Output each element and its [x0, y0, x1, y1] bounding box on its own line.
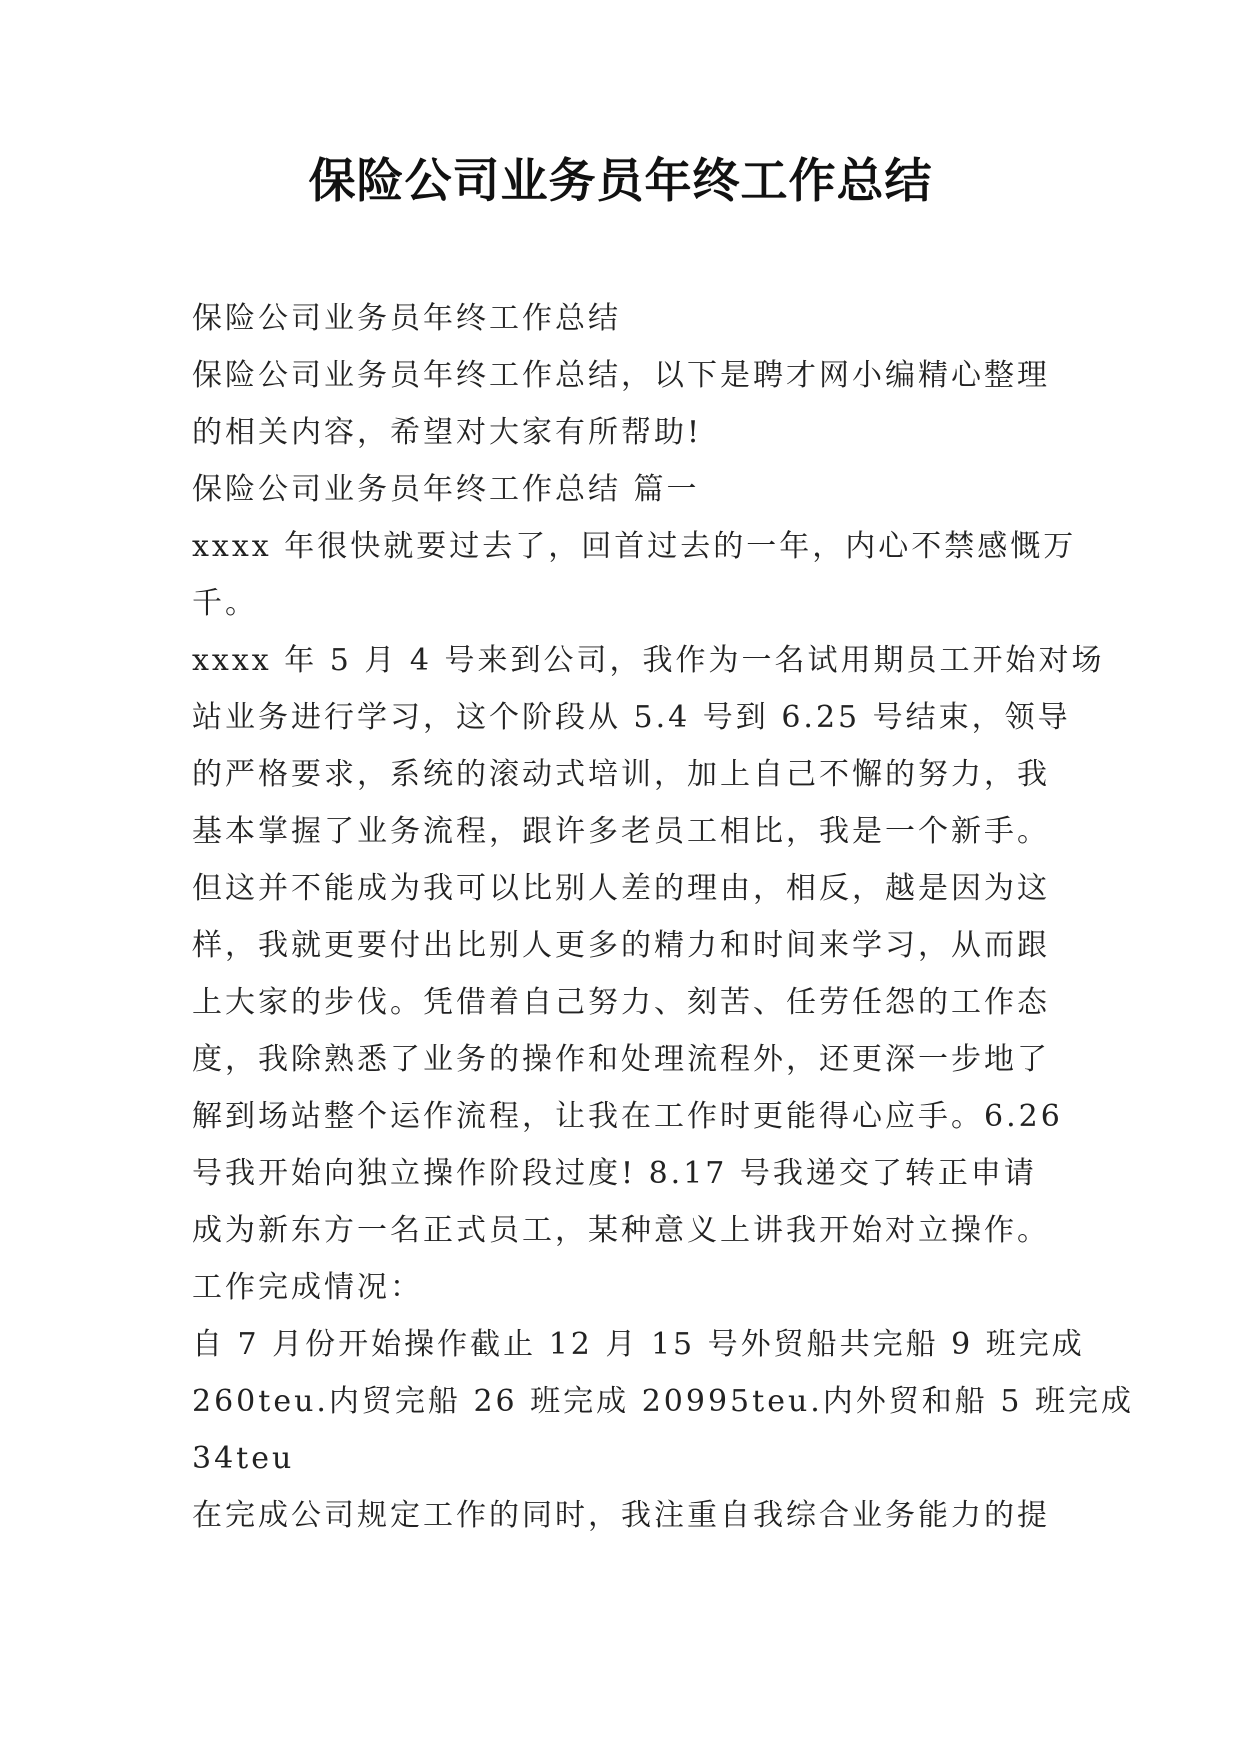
body-line: 号我开始向独立操作阶段过度! 8.17 号我递交了转正申请 — [192, 1156, 1037, 1191]
body-line: 工作完成情况： — [192, 1270, 423, 1305]
body-line: 但这并不能成为我可以比别人差的理由，相反，越是因为这 — [192, 871, 1050, 906]
body-line: 成为新东方一名正式员工，某种意义上讲我开始对立操作。 — [192, 1213, 1050, 1248]
body-line: 度，我除熟悉了业务的操作和处理流程外，还更深一步地了 — [192, 1042, 1050, 1077]
body-line: 自 7 月份开始操作截止 12 月 15 号外贸船共完船 9 班完成 — [192, 1327, 1085, 1362]
body-line: 基本掌握了业务流程，跟许多老员工相比，我是一个新手。 — [192, 814, 1050, 849]
body-line: 千。 — [192, 586, 258, 621]
document-title: 保险公司业务员年终工作总结 — [308, 154, 933, 209]
body-line: 在完成公司规定工作的同时，我注重自我综合业务能力的提 — [192, 1498, 1050, 1533]
document-body — [192, 290, 1134, 1544]
body-line: 34teu — [192, 1441, 295, 1476]
body-line: 保险公司业务员年终工作总结，以下是聘才网小编精心整理 — [192, 358, 1050, 393]
body-line: xxxx 年 5 月 4 号来到公司，我作为一名试用期员工开始对场 — [192, 643, 1105, 678]
body-line: 样，我就更要付出比别人更多的精力和时间来学习，从而跟 — [192, 928, 1050, 963]
body-line: 站业务进行学习，这个阶段从 5.4 号到 6.25 号结束，领导 — [192, 700, 1071, 735]
body-line: xxxx 年很快就要过去了，回首过去的一年，内心不禁感慨万 — [192, 529, 1077, 564]
body-line: 的相关内容，希望对大家有所帮助! — [192, 415, 703, 450]
body-line: 保险公司业务员年终工作总结 篇一 — [192, 472, 700, 507]
body-line: 保险公司业务员年终工作总结 — [192, 301, 621, 336]
body-line: 的严格要求，系统的滚动式培训，加上自己不懈的努力，我 — [192, 757, 1050, 792]
body-line: 上大家的步伐。凭借着自己努力、刻苦、任劳任怨的工作态 — [192, 985, 1050, 1020]
body-line: 260teu.内贸完船 26 班完成 20995teu.内外贸和船 5 班完成 — [192, 1384, 1134, 1419]
body-line: 解到场站整个运作流程，让我在工作时更能得心应手。6.26 — [192, 1099, 1063, 1134]
